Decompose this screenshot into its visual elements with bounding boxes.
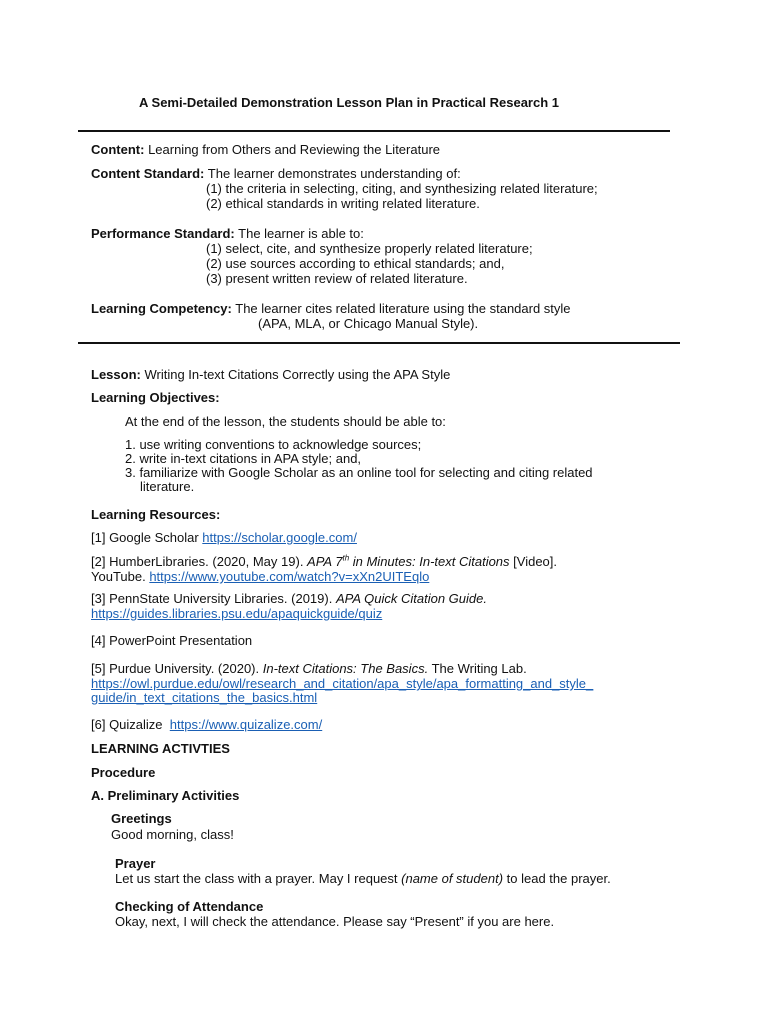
psu-guide-link[interactable]: https://guides.libraries.psu.edu/apaquickguide/quiz bbox=[91, 606, 383, 621]
objective-item: 1. use writing conventions to acknowledge sources; bbox=[125, 437, 422, 452]
resource-item-continuation bbox=[91, 690, 317, 705]
resource-5-title: In-text Citations: The Basics. bbox=[262, 661, 429, 676]
objective-item-continuation: literature. bbox=[140, 479, 195, 494]
preliminary-heading: A. Preliminary Activities bbox=[91, 788, 240, 803]
greetings-text: Good morning, class! bbox=[111, 827, 234, 842]
objective-item: 2. write in-text citations in APA style; and, bbox=[125, 451, 362, 466]
resource-item bbox=[91, 591, 487, 606]
activities-heading: LEARNING ACTIVTIES bbox=[91, 741, 230, 756]
learning-competency-label: Learning Competency: bbox=[91, 301, 232, 316]
resource-item bbox=[91, 530, 357, 545]
content-row bbox=[91, 142, 440, 157]
resource-item: [4] PowerPoint Presentation bbox=[91, 633, 253, 648]
learning-competency-line1: The learner cites related literature using the standard style bbox=[235, 301, 571, 316]
content-standard-label: Content Standard: bbox=[91, 166, 205, 181]
resource-2-title-a: APA 7 bbox=[307, 554, 343, 569]
divider-middle bbox=[78, 342, 680, 344]
divider-top bbox=[78, 130, 670, 132]
objectives-intro: At the end of the lesson, the students should be able to: bbox=[125, 414, 446, 429]
learning-competency-line2: (APA, MLA, or Chicago Manual Style). bbox=[258, 316, 479, 331]
prayer-text-b: to lead the prayer. bbox=[503, 871, 611, 886]
resource-5-text: [5] Purdue University. (2020). bbox=[91, 661, 263, 676]
lesson-row bbox=[91, 367, 450, 382]
purdue-owl-link-continuation[interactable]: guide/in_text_citations_the_basics.html bbox=[91, 690, 318, 705]
content-label: Content: bbox=[91, 142, 145, 157]
resource-item bbox=[91, 554, 557, 569]
procedure-heading: Procedure bbox=[91, 765, 156, 780]
performance-standard-item: (3) present written review of related literature. bbox=[206, 271, 468, 286]
performance-standard-item: (2) use sources according to ethical standards; and, bbox=[206, 256, 505, 271]
objectives-heading: Learning Objectives: bbox=[91, 390, 220, 405]
resource-item bbox=[91, 661, 527, 676]
resource-item bbox=[91, 717, 322, 732]
resource-2-title-b: in Minutes: In-text Citations bbox=[349, 554, 510, 569]
resource-3-text: [3] PennState University Libraries. (2019). bbox=[91, 591, 336, 606]
resource-5-publisher: The Writing Lab. bbox=[428, 661, 527, 676]
youtube-link[interactable]: https://www.youtube.com/watch?v=xXn2UITEqlo bbox=[149, 569, 430, 584]
lesson-label: Lesson: bbox=[91, 367, 141, 382]
quizalize-link[interactable]: https://www.quizalize.com/ bbox=[169, 717, 323, 732]
google-scholar-link[interactable]: https://scholar.google.com/ bbox=[202, 530, 357, 545]
resources-heading: Learning Resources: bbox=[91, 507, 221, 522]
resource-2-superscript: th bbox=[342, 553, 350, 563]
content-standard-item: (2) ethical standards in writing related literature. bbox=[206, 196, 480, 211]
document-title: A Semi-Detailed Demonstration Lesson Plan in Practical Research 1 bbox=[139, 95, 559, 110]
attendance-text: Okay, next, I will check the attendance. Please say “Present” if you are here. bbox=[115, 914, 555, 929]
performance-standard-intro: The learner is able to: bbox=[238, 226, 364, 241]
resource-item-continuation bbox=[91, 606, 382, 621]
resource-3-title: APA Quick Citation Guide. bbox=[335, 591, 487, 606]
content-text: Learning from Others and Reviewing the Literature bbox=[148, 142, 440, 157]
resource-2-text: [2] HumberLibraries. (2020, May 19). bbox=[91, 554, 308, 569]
performance-standard-row bbox=[91, 226, 364, 241]
resource-2-publisher: YouTube. bbox=[91, 569, 150, 584]
greetings-heading: Greetings bbox=[111, 811, 172, 826]
prayer-text bbox=[115, 871, 611, 886]
resource-2-medium: [Video]. bbox=[509, 554, 558, 569]
learning-competency-row bbox=[91, 301, 571, 316]
performance-standard-label: Performance Standard: bbox=[91, 226, 235, 241]
resource-1-text: [1] Google Scholar bbox=[91, 530, 203, 545]
resource-item-continuation bbox=[91, 569, 429, 584]
resource-2-title bbox=[307, 554, 510, 569]
prayer-student-placeholder: (name of student) bbox=[401, 871, 504, 886]
resource-6-text: [6] Quizalize bbox=[91, 717, 170, 732]
resource-item-continuation bbox=[91, 676, 593, 691]
content-standard-intro: The learner demonstrates understanding of: bbox=[207, 166, 461, 181]
prayer-text-a: Let us start the class with a prayer. May I request bbox=[115, 871, 402, 886]
content-standard-item: (1) the criteria in selecting, citing, and synthesizing related literature; bbox=[206, 181, 598, 196]
objective-item: 3. familiarize with Google Scholar as an online tool for selecting and citing related bbox=[125, 465, 593, 480]
purdue-owl-link[interactable]: https://owl.purdue.edu/owl/research_and_citation/apa_style/apa_formatting_and_style_ bbox=[91, 676, 594, 691]
prayer-heading: Prayer bbox=[115, 856, 156, 871]
performance-standard-item: (1) select, cite, and synthesize properly related literature; bbox=[206, 241, 533, 256]
lesson-text: Writing In-text Citations Correctly using the APA Style bbox=[144, 367, 451, 382]
content-standard-row bbox=[91, 166, 461, 181]
attendance-heading: Checking of Attendance bbox=[115, 899, 264, 914]
